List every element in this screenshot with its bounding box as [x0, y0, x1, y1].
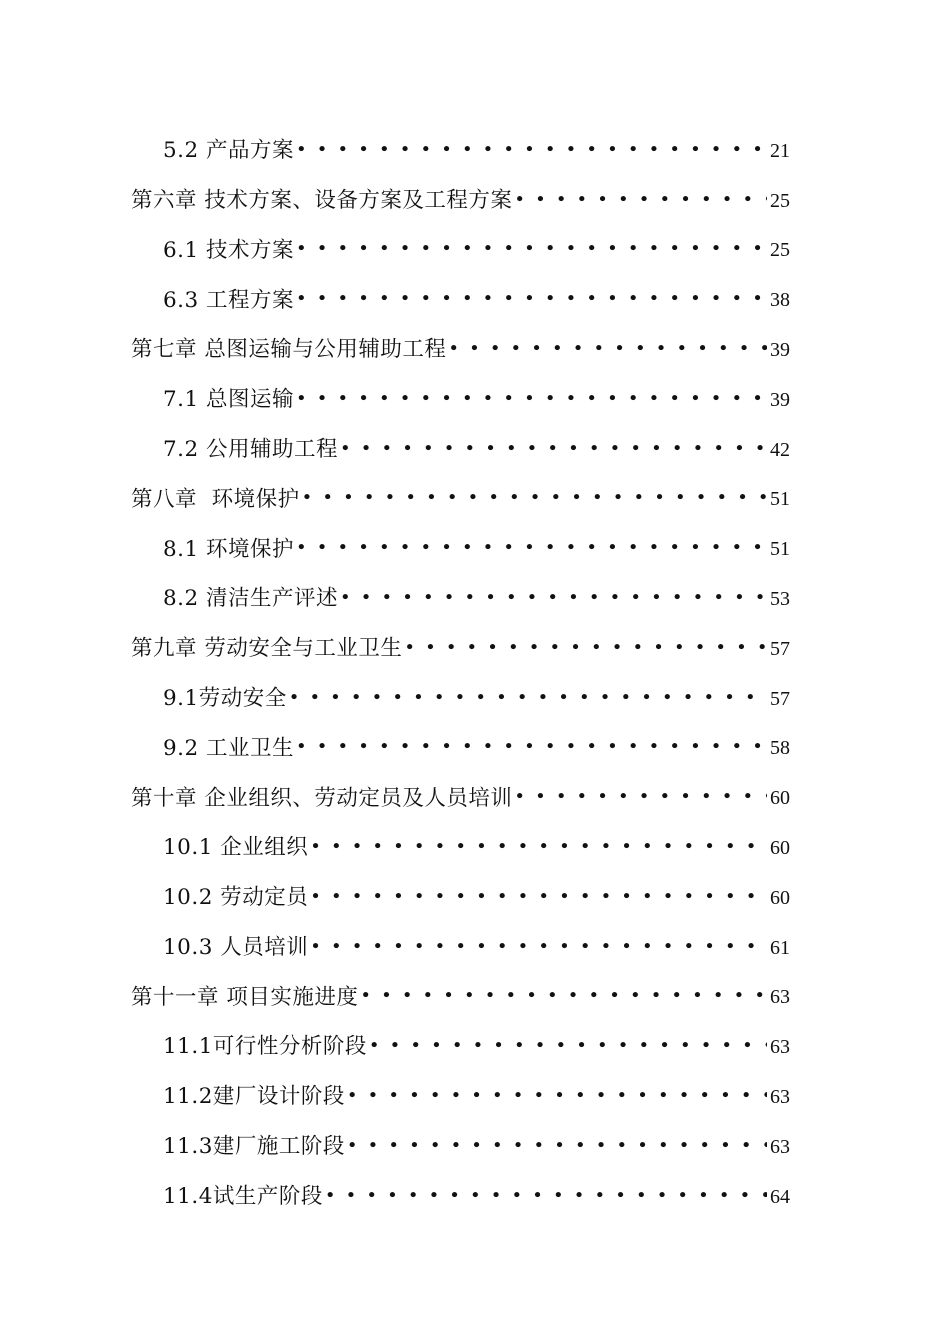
- toc-entry-6-3[interactable]: [0, 275, 950, 325]
- dot-leader: [296, 390, 788, 408]
- toc-page-number: 39: [767, 325, 790, 375]
- toc-entry-title: 第七章 总图运输与公用辅助工程: [131, 337, 447, 363]
- toc-page-number: 63: [767, 973, 790, 1023]
- toc-page-number: 21: [767, 126, 790, 176]
- toc-page-number: 61: [767, 923, 790, 973]
- toc-entry-title: 第九章 劳动安全与工业卫生: [131, 636, 403, 662]
- toc-entry-title: 11.2建厂设计阶段: [163, 1084, 345, 1110]
- toc-page-number: 60: [767, 823, 790, 873]
- toc-entry-6-1[interactable]: [0, 226, 950, 276]
- dot-leader: [369, 1037, 788, 1055]
- dot-leader: [514, 191, 788, 209]
- toc-entry-title: 8.2 清洁生产评述: [163, 586, 339, 612]
- toc-entry-10-1[interactable]: [0, 823, 950, 873]
- table-of-contents: [0, 126, 950, 1222]
- toc-page-number: 57: [767, 674, 790, 724]
- toc-entry-title: 8.1 环境保护: [163, 536, 295, 562]
- toc-entry-title: 9.2 工业卫生: [163, 735, 295, 761]
- toc-entry-title: 7.1 总图运输: [163, 387, 295, 413]
- toc-entry-7-2[interactable]: [0, 425, 950, 475]
- toc-entry-title: 11.3建厂施工阶段: [163, 1134, 345, 1160]
- toc-page-number: 60: [767, 773, 790, 823]
- dot-leader: [296, 539, 788, 557]
- toc-entry-9-1[interactable]: [0, 674, 950, 724]
- toc-entry-title: 5.2 产品方案: [163, 138, 295, 164]
- toc-page-number: 25: [767, 176, 790, 226]
- dot-leader: [310, 838, 788, 856]
- dot-leader: [296, 290, 788, 308]
- toc-entry-title: 11.1可行性分析阶段: [163, 1034, 367, 1060]
- toc-entry-10-2[interactable]: [0, 873, 950, 923]
- toc-entry-title: 11.4试生产阶段: [163, 1183, 323, 1209]
- dot-leader: [310, 938, 788, 956]
- toc-entry-title: 10.3 人员培训: [163, 934, 309, 960]
- toc-entry-9-2[interactable]: [0, 724, 950, 774]
- toc-entry-8-2[interactable]: [0, 574, 950, 624]
- toc-entry-5-2[interactable]: [0, 126, 950, 176]
- toc-entry-title: 第八章 环境保护: [131, 486, 300, 512]
- dot-leader: [325, 1187, 788, 1205]
- toc-entry-10-3[interactable]: [0, 923, 950, 973]
- toc-entry-title: 10.2 劳动定员: [163, 885, 309, 911]
- dot-leader: [404, 639, 788, 657]
- dot-leader: [514, 788, 788, 806]
- toc-entry-chapter-7[interactable]: [0, 325, 950, 375]
- toc-entry-title: 10.1 企业组织: [163, 835, 309, 861]
- dot-leader: [310, 888, 788, 906]
- toc-entry-11-3[interactable]: [0, 1122, 950, 1172]
- toc-entry-8-1[interactable]: [0, 524, 950, 574]
- toc-page-number: 63: [767, 1072, 790, 1122]
- dot-leader: [340, 440, 788, 458]
- toc-page-number: 57: [767, 624, 790, 674]
- toc-page-number: 64: [767, 1172, 790, 1222]
- toc-page-number: 38: [767, 275, 790, 325]
- toc-entry-chapter-8[interactable]: [0, 475, 950, 525]
- toc-page-number: 60: [767, 873, 790, 923]
- toc-entry-chapter-11[interactable]: [0, 973, 950, 1023]
- toc-page-number: 58: [767, 724, 790, 774]
- toc-entry-title: 6.1 技术方案: [163, 237, 295, 263]
- dot-leader: [347, 1137, 788, 1155]
- toc-entry-chapter-9[interactable]: [0, 624, 950, 674]
- toc-entry-7-1[interactable]: [0, 375, 950, 425]
- toc-page-number: 63: [767, 1022, 790, 1072]
- dot-leader: [289, 689, 788, 707]
- toc-entry-title: 6.3 工程方案: [163, 287, 295, 313]
- toc-entry-title: 第十章 企业组织、劳动定员及人员培训: [131, 785, 513, 811]
- toc-page-number: 25: [767, 226, 790, 276]
- toc-page-number: 39: [767, 375, 790, 425]
- toc-page-number: 53: [767, 574, 790, 624]
- toc-entry-11-1[interactable]: [0, 1022, 950, 1072]
- toc-entry-11-4[interactable]: [0, 1172, 950, 1222]
- dot-leader: [296, 141, 788, 159]
- dot-leader: [360, 987, 788, 1005]
- toc-entry-11-2[interactable]: [0, 1072, 950, 1122]
- dot-leader: [296, 240, 788, 258]
- toc-page-number: 51: [767, 524, 790, 574]
- dot-leader: [296, 738, 788, 756]
- dot-leader: [302, 489, 788, 507]
- toc-entry-title: 第十一章 项目实施进度: [131, 984, 359, 1010]
- dot-leader: [448, 340, 788, 358]
- toc-entry-chapter-6[interactable]: [0, 176, 950, 226]
- toc-page-number: 63: [767, 1122, 790, 1172]
- toc-entry-chapter-10[interactable]: [0, 773, 950, 823]
- toc-entry-title: 第六章 技术方案、设备方案及工程方案: [131, 187, 513, 213]
- toc-page-number: 51: [767, 475, 790, 525]
- dot-leader: [347, 1087, 788, 1105]
- toc-entry-title: 7.2 公用辅助工程: [163, 436, 339, 462]
- toc-page-number: 42: [767, 425, 790, 475]
- dot-leader: [340, 589, 788, 607]
- toc-entry-title: 9.1劳动安全: [163, 685, 287, 711]
